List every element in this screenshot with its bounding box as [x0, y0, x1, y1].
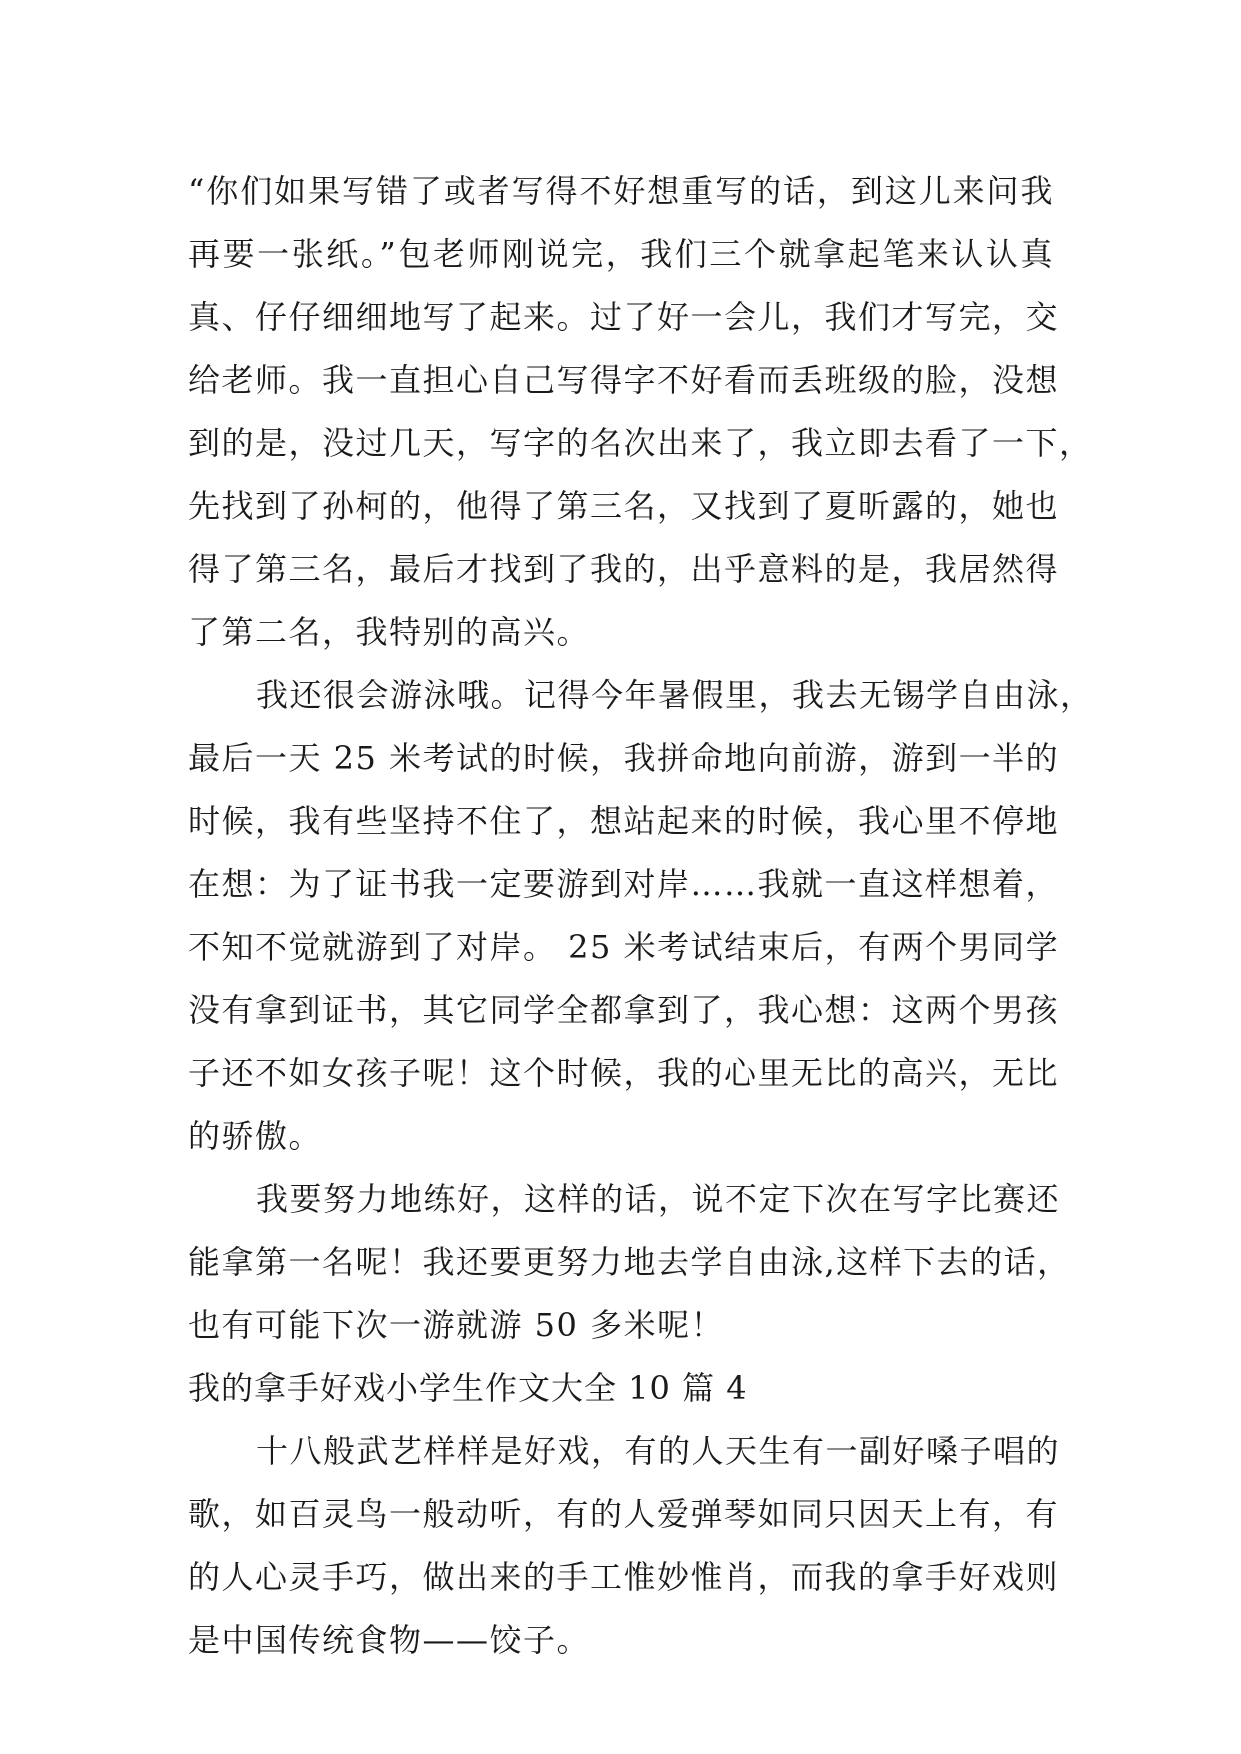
document-page	[188, 160, 1094, 1672]
text-line: 子还不如女孩子呢！这个时候，我的心里无比的高兴，无比	[188, 1054, 1060, 1092]
text-line: 再要一张纸。”包老师刚说完，我们三个就拿起笔来认认真	[188, 235, 1054, 273]
text-line: 的骄傲。	[188, 1117, 323, 1155]
text-line: 时候，我有些坚持不住了，想站起来的时候，我心里不停地	[188, 802, 1060, 840]
text-line: 我要努力地练好，这样的话，说不定下次在写字比赛还	[256, 1180, 1061, 1218]
section-heading: 我的拿手好戏小学生作文大全 10 篇 4	[188, 1369, 748, 1407]
paragraph-1	[188, 160, 1093, 664]
text-line: 最后一天 25 米考试的时候，我拼命地向前游，游到一半的	[188, 739, 1060, 777]
text-line: 能拿第一名呢！我还要更努力地去学自由泳,这样下去的话，	[188, 1243, 1071, 1281]
text-line: 给老师。我一直担心自己写得字不好看而丢班级的脸，没想	[188, 361, 1060, 399]
text-line: 在想：为了证书我一定要游到对岸……我就一直这样想着，	[188, 865, 1060, 903]
text-line: 了第二名，我特别的高兴。	[188, 613, 591, 651]
text-line: 十八般武艺样样是好戏，有的人天生有一副好嗓子唱的	[256, 1432, 1061, 1470]
text-line: 到的是，没过几天，写字的名次出来了，我立即去看了一下，	[188, 424, 1093, 462]
paragraph-3	[188, 1168, 1071, 1357]
text-line: 真、仔仔细细地写了起来。过了好一会儿，我们才写完，交	[188, 298, 1060, 336]
paragraph-2	[188, 664, 1094, 1168]
text-line: 我还很会游泳哦。记得今年暑假里，我去无锡学自由泳，	[256, 676, 1094, 714]
text-line: 得了第三名，最后才找到了我的，出乎意料的是，我居然得	[188, 550, 1060, 588]
text-line: 没有拿到证书，其它同学全都拿到了，我心想：这两个男孩	[188, 991, 1060, 1029]
text-line: 也有可能下次一游就游 50 多米呢！	[188, 1306, 725, 1344]
text-line: 歌，如百灵鸟一般动听，有的人爱弹琴如同只因天上有，有	[188, 1495, 1060, 1533]
paragraph-4	[188, 1420, 1061, 1672]
text-line: 不知不觉就游到了对岸。 25 米考试结束后，有两个男同学	[188, 928, 1060, 966]
text-line: 是中国传统食物——饺子。	[188, 1621, 591, 1659]
text-line: “你们如果写错了或者写得不好想重写的话，到这儿来问我	[188, 172, 1054, 210]
text-line: 先找到了孙柯的，他得了第三名，又找到了夏昕露的，她也	[188, 487, 1060, 525]
text-line: 的人心灵手巧，做出来的手工惟妙惟肖，而我的拿手好戏则	[188, 1558, 1060, 1596]
